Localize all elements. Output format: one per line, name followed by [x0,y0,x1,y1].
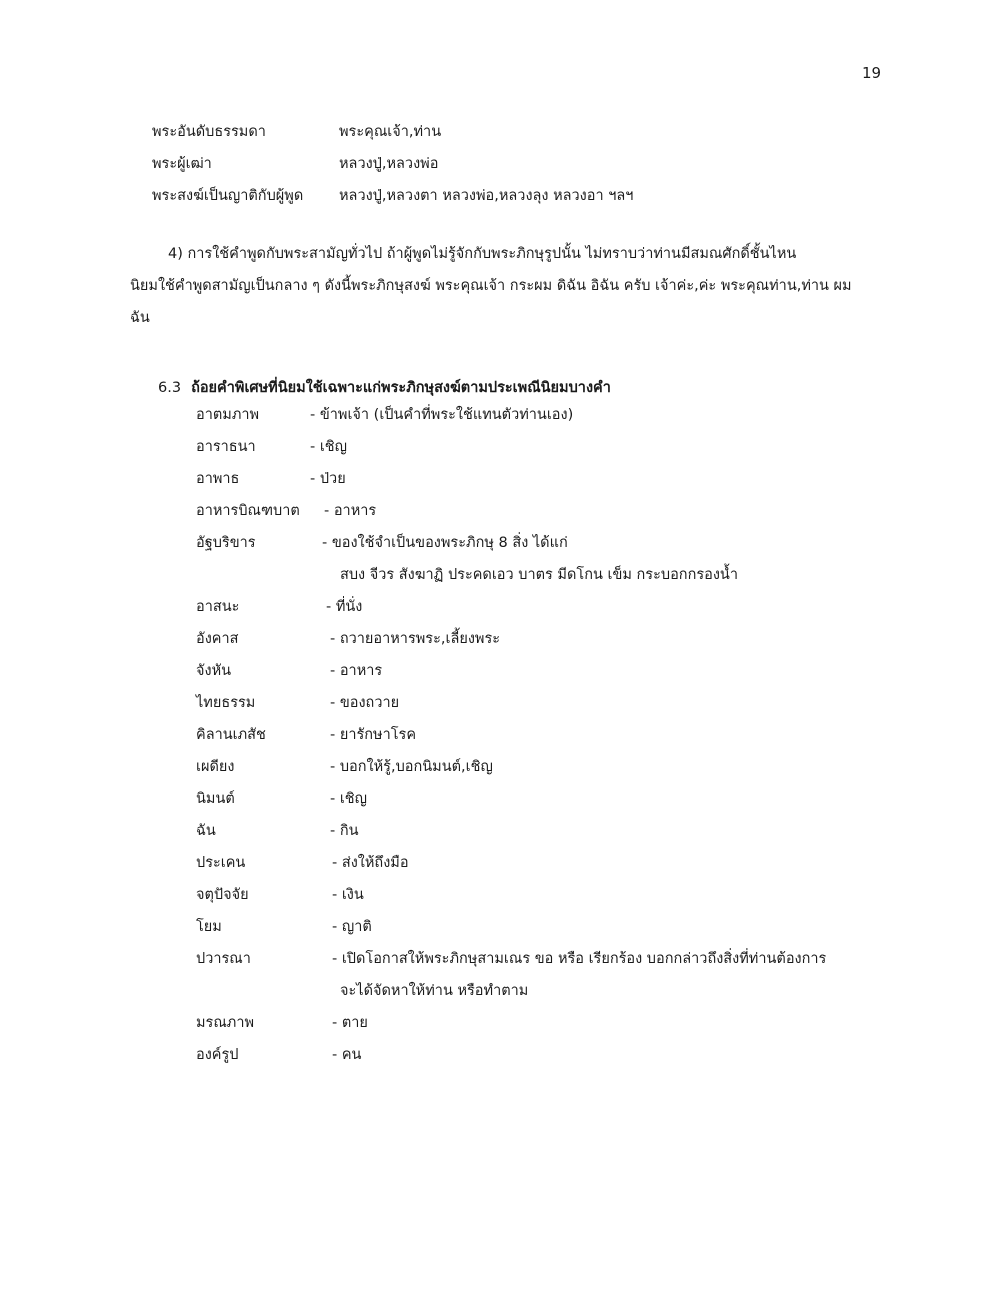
glossary-term: ปวารณา [196,951,251,967]
section-number: 6.3 [158,380,182,396]
glossary-definition: - ส่งให้ถึงมือ [332,855,409,871]
glossary-continuation: สบง จีวร สังฆาฏิ ประคดเอว บาตร มีดโกน เข็ม กระบอกกรองน้ำ [340,567,738,583]
address-value: พระคุณเจ้า,ท่าน [339,124,442,140]
glossary-definition: - ตาย [332,1015,368,1031]
glossary-definition: - กิน [330,823,359,839]
glossary-term: องค์รูป [196,1047,239,1063]
glossary-term: ประเคน [196,855,246,871]
glossary-definition: - เปิดโอกาสให้พระภิกษุสามเณร ขอ หรือ เรียกร้อง บอกกล่าวถึงสิ่งที่ท่านต้องการ [332,951,827,967]
glossary-term: อังคาส [196,631,239,647]
glossary-term: อาตมภาพ [196,407,260,423]
glossary-term: คิลานเภสัช [196,727,266,743]
glossary-term: นิมนต์ [196,791,235,807]
glossary-term: จตุปัจจัย [196,887,249,903]
glossary-definition: - คน [332,1047,362,1063]
glossary-term: เผดียง [196,759,235,775]
glossary-definition: - ของถวาย [330,695,400,711]
address-value: หลวงปู่,หลวงตา หลวงพ่อ,หลวงลุง หลวงอา ฯลฯ [339,188,634,204]
paragraph-4 [130,238,870,334]
glossary-term: จังหัน [196,663,232,679]
glossary-term: โยม [196,919,222,935]
page-number: 19 [862,64,882,82]
glossary-continuation: จะได้จัดหาให้ท่าน หรือทำตาม [340,983,529,999]
glossary-definition: - อาหาร [324,503,377,519]
glossary-term: อาหารบิณฑบาต [196,503,300,519]
glossary-definition: - ป่วย [310,471,346,487]
paragraph-line: นิยมใช้คำพูดสามัญเป็นกลาง ๆ ดังนี้พระภิกษุสงฆ์ พระคุณเจ้า กระผม ดิฉัน อิฉัน ครับ เจ้าค่ะ,ค่ะ พระคุณท่าน,ท่าน ผม [130,278,852,294]
paragraph-line: 4) การใช้คำพูดกับพระสามัญทั่วไป ถ้าผู้พูดไม่รู้จักกับพระภิกษุรูปนั้น ไม่ทราบว่าท่านมีสมณศักดิ์ชั้นไหน [168,246,797,262]
glossary-term: อาสนะ [196,599,240,615]
address-value: หลวงปู่,หลวงพ่อ [339,156,439,172]
paragraph-line: ฉัน [130,310,150,326]
glossary-definition: - ญาติ [332,919,372,935]
section-heading [158,376,611,399]
glossary-term: อาราธนา [196,439,256,455]
glossary-definition: - ของใช้จำเป็นของพระภิกษุ 8 สิ่ง ได้แก่ [322,535,568,551]
glossary-term: ไทยธรรม [196,695,256,711]
glossary-term: ฉัน [196,823,216,839]
glossary-definition: - ยารักษาโรค [330,727,417,743]
address-term: พระสงฆ์เป็นญาติกับผู้พูด [152,188,304,204]
glossary-definition: - เชิญ [330,791,367,807]
glossary-definition: - อาหาร [330,663,383,679]
glossary-definition: - ที่นั่ง [326,599,363,615]
glossary-definition: - ข้าพเจ้า (เป็นคำที่พระใช้แทนตัวท่านเอง) [310,407,574,423]
glossary-definition: - ถวายอาหารพระ,เลี้ยงพระ [330,631,501,647]
glossary-term: อัฐบริขาร [196,535,256,551]
glossary-term: มรณภาพ [196,1015,255,1031]
glossary-definition: - เงิน [332,887,364,903]
address-term: พระอันดับธรรมดา [152,124,266,140]
section-title: ถ้อยคำพิเศษที่นิยมใช้เฉพาะแก่พระภิกษุสงฆ์ตามประเพณีนิยมบางคำ [191,380,611,396]
glossary-definition: - เชิญ [310,439,347,455]
glossary-term: อาพาธ [196,471,240,487]
address-term: พระผู้เฒ่า [152,156,212,172]
glossary-definition: - บอกให้รู้,บอกนิมนต์,เชิญ [330,759,493,775]
